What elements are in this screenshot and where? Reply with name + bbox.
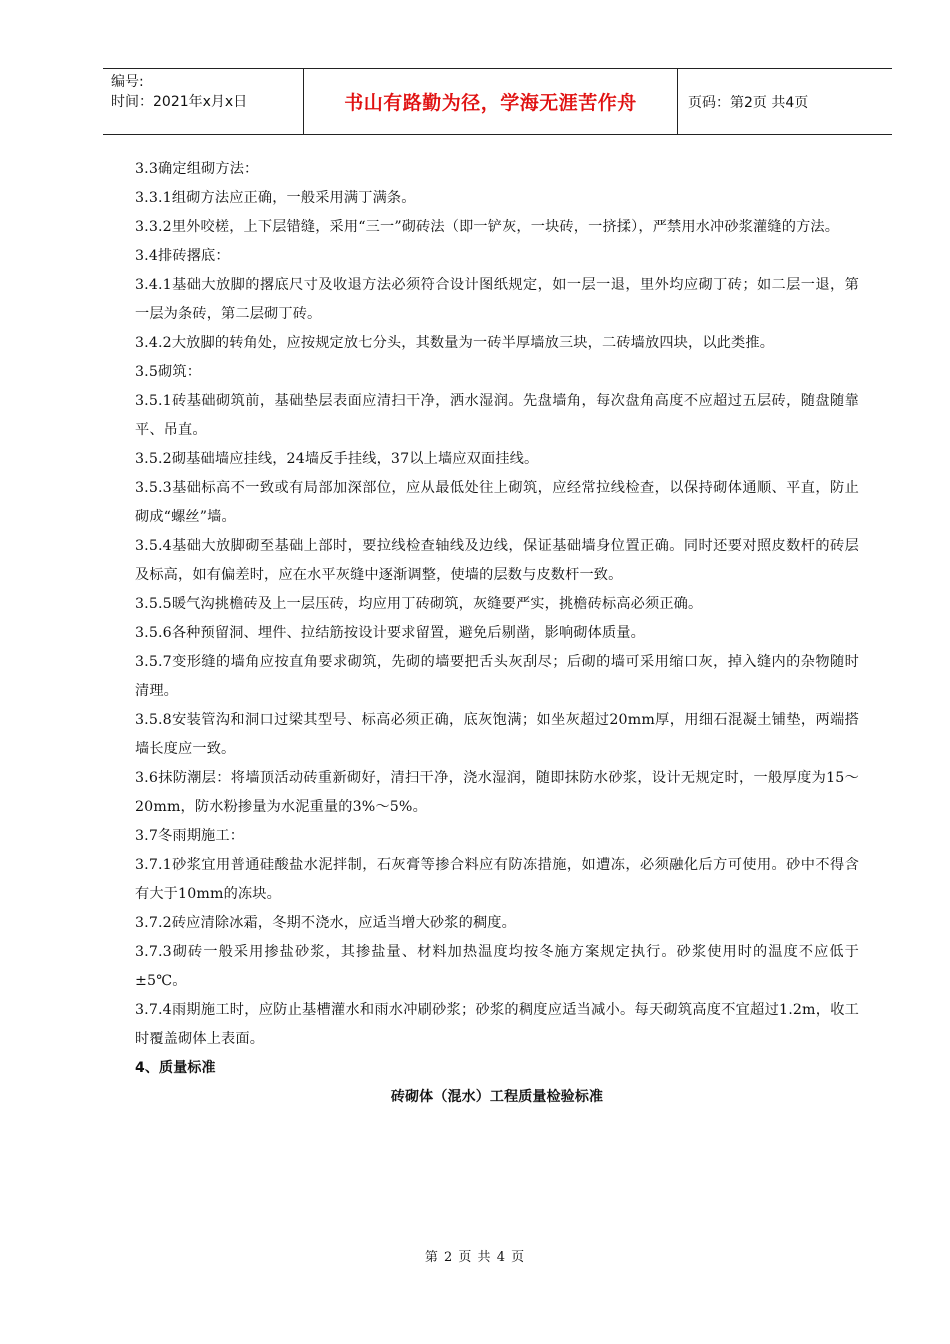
- paragraph: 3.7.2砖应清除冰霜，冬期不浇水，应适当增大砂浆的稠度。: [135, 915, 516, 931]
- table-title: 砖砌体（混水）工程质量检验标准: [390, 1089, 604, 1105]
- paragraph: 3.7.4雨期施工时，应防止基槽灌水和雨水冲刷砂浆；砂浆的稠度应适当减小。每天砌筑高度不宜超过1.2m，收工时覆盖砌体上表面。: [135, 1002, 859, 1047]
- paragraph: 3.3确定组砌方法：: [135, 161, 259, 177]
- paragraph: 3.5.7变形缝的墙角应按直角要求砌筑，先砌的墙要把舌头灰刮尽；后砌的墙可采用缩口灰，掉入缝内的杂物随时清理。: [135, 654, 859, 699]
- document-number-label: 编号:: [111, 74, 144, 90]
- header-page-cell: [678, 69, 892, 134]
- paragraph: 3.7.3砌砖一般采用掺盐砂浆，其掺盐量、材料加热温度均按冬施方案规定执行。砂浆使用时的温度不应低于±5℃。: [135, 944, 859, 989]
- header-motto-cell: [304, 69, 678, 134]
- paragraph: 3.5.2砌基础墙应挂线，24墙反手挂线，37以上墙应双面挂线。: [135, 451, 539, 467]
- header-page-number: 页码：第2页 共4页: [688, 94, 809, 111]
- paragraph: 3.4.1基础大放脚的撂底尺寸及收退方法必须符合设计图纸规定，如一层一退，里外均应砌丁砖；如二层一退，第一层为条砖，第二层砌丁砖。: [135, 277, 859, 322]
- paragraph: 3.5砌筑：: [135, 364, 202, 380]
- header-motto: 书山有路勤为径，学海无涯苦作舟: [344, 92, 637, 114]
- section-heading: 4、质量标准: [135, 1060, 216, 1076]
- page-footer: 第 2 页 共 4 页: [424, 1250, 526, 1265]
- paragraph: 3.6抹防潮层：将墙顶活动砖重新砌好，清扫干净，浇水湿润，随即抹防水砂浆，设计无规定时，一般厚度为15～20mm，防水粉掺量为水泥重量的3%～5%。: [135, 770, 859, 815]
- document-header: [103, 68, 892, 135]
- paragraph: 3.3.2里外咬槎，上下层错缝，采用“三一”砌砖法（即一铲灰，一块砖，一挤揉），严禁用水冲砂浆灌缝的方法。: [135, 219, 840, 235]
- document-body: [135, 155, 859, 1112]
- paragraph: 3.5.3基础标高不一致或有局部加深部位，应从最低处往上砌筑，应经常拉线检查，以保持砌体通顺、平直，防止砌成“螺丝”墙。: [135, 480, 859, 525]
- paragraph: 3.4排砖撂底：: [135, 248, 230, 264]
- paragraph: 3.7.1砂浆宜用普通硅酸盐水泥拌制，石灰膏等掺合料应有防冻措施，如遭冻，必须融化后方可使用。砂中不得含有大于10mm的冻块。: [135, 857, 859, 902]
- paragraph: 3.5.5暖气沟挑檐砖及上一层压砖，均应用丁砖砌筑，灰缝要严实，挑檐砖标高必须正确。: [135, 596, 703, 612]
- paragraph: 3.5.8安装管沟和洞口过梁其型号、标高必须正确，底灰饱满；如坐灰超过20mm厚，用细石混凝土铺垫，两端搭墙长度应一致。: [135, 712, 859, 757]
- paragraph: 3.5.4基础大放脚砌至基础上部时，要拉线检查轴线及边线，保证基础墙身位置正确。同时还要对照皮数杆的砖层及标高，如有偏差时，应在水平灰缝中逐渐调整，使墙的层数与皮数杆一致。: [135, 538, 859, 583]
- paragraph: 3.4.2大放脚的转角处，应按规定放七分头，其数量为一砖半厚墙放三块，二砖墙放四块，以此类推。: [135, 335, 775, 351]
- paragraph: 3.3.1组砌方法应正确，一般采用满丁满条。: [135, 190, 416, 206]
- document-date-label: 时间：2021年x月x日: [111, 94, 248, 110]
- paragraph: 3.5.6各种预留洞、埋件、拉结筋按设计要求留置，避免后剔凿，影响砌体质量。: [135, 625, 645, 641]
- header-meta: [103, 69, 304, 134]
- paragraph: 3.7冬雨期施工：: [135, 828, 245, 844]
- paragraph: 3.5.1砖基础砌筑前，基础垫层表面应清扫干净，洒水湿润。先盘墙角，每次盘角高度不应超过五层砖，随盘随靠平、吊直。: [135, 393, 859, 438]
